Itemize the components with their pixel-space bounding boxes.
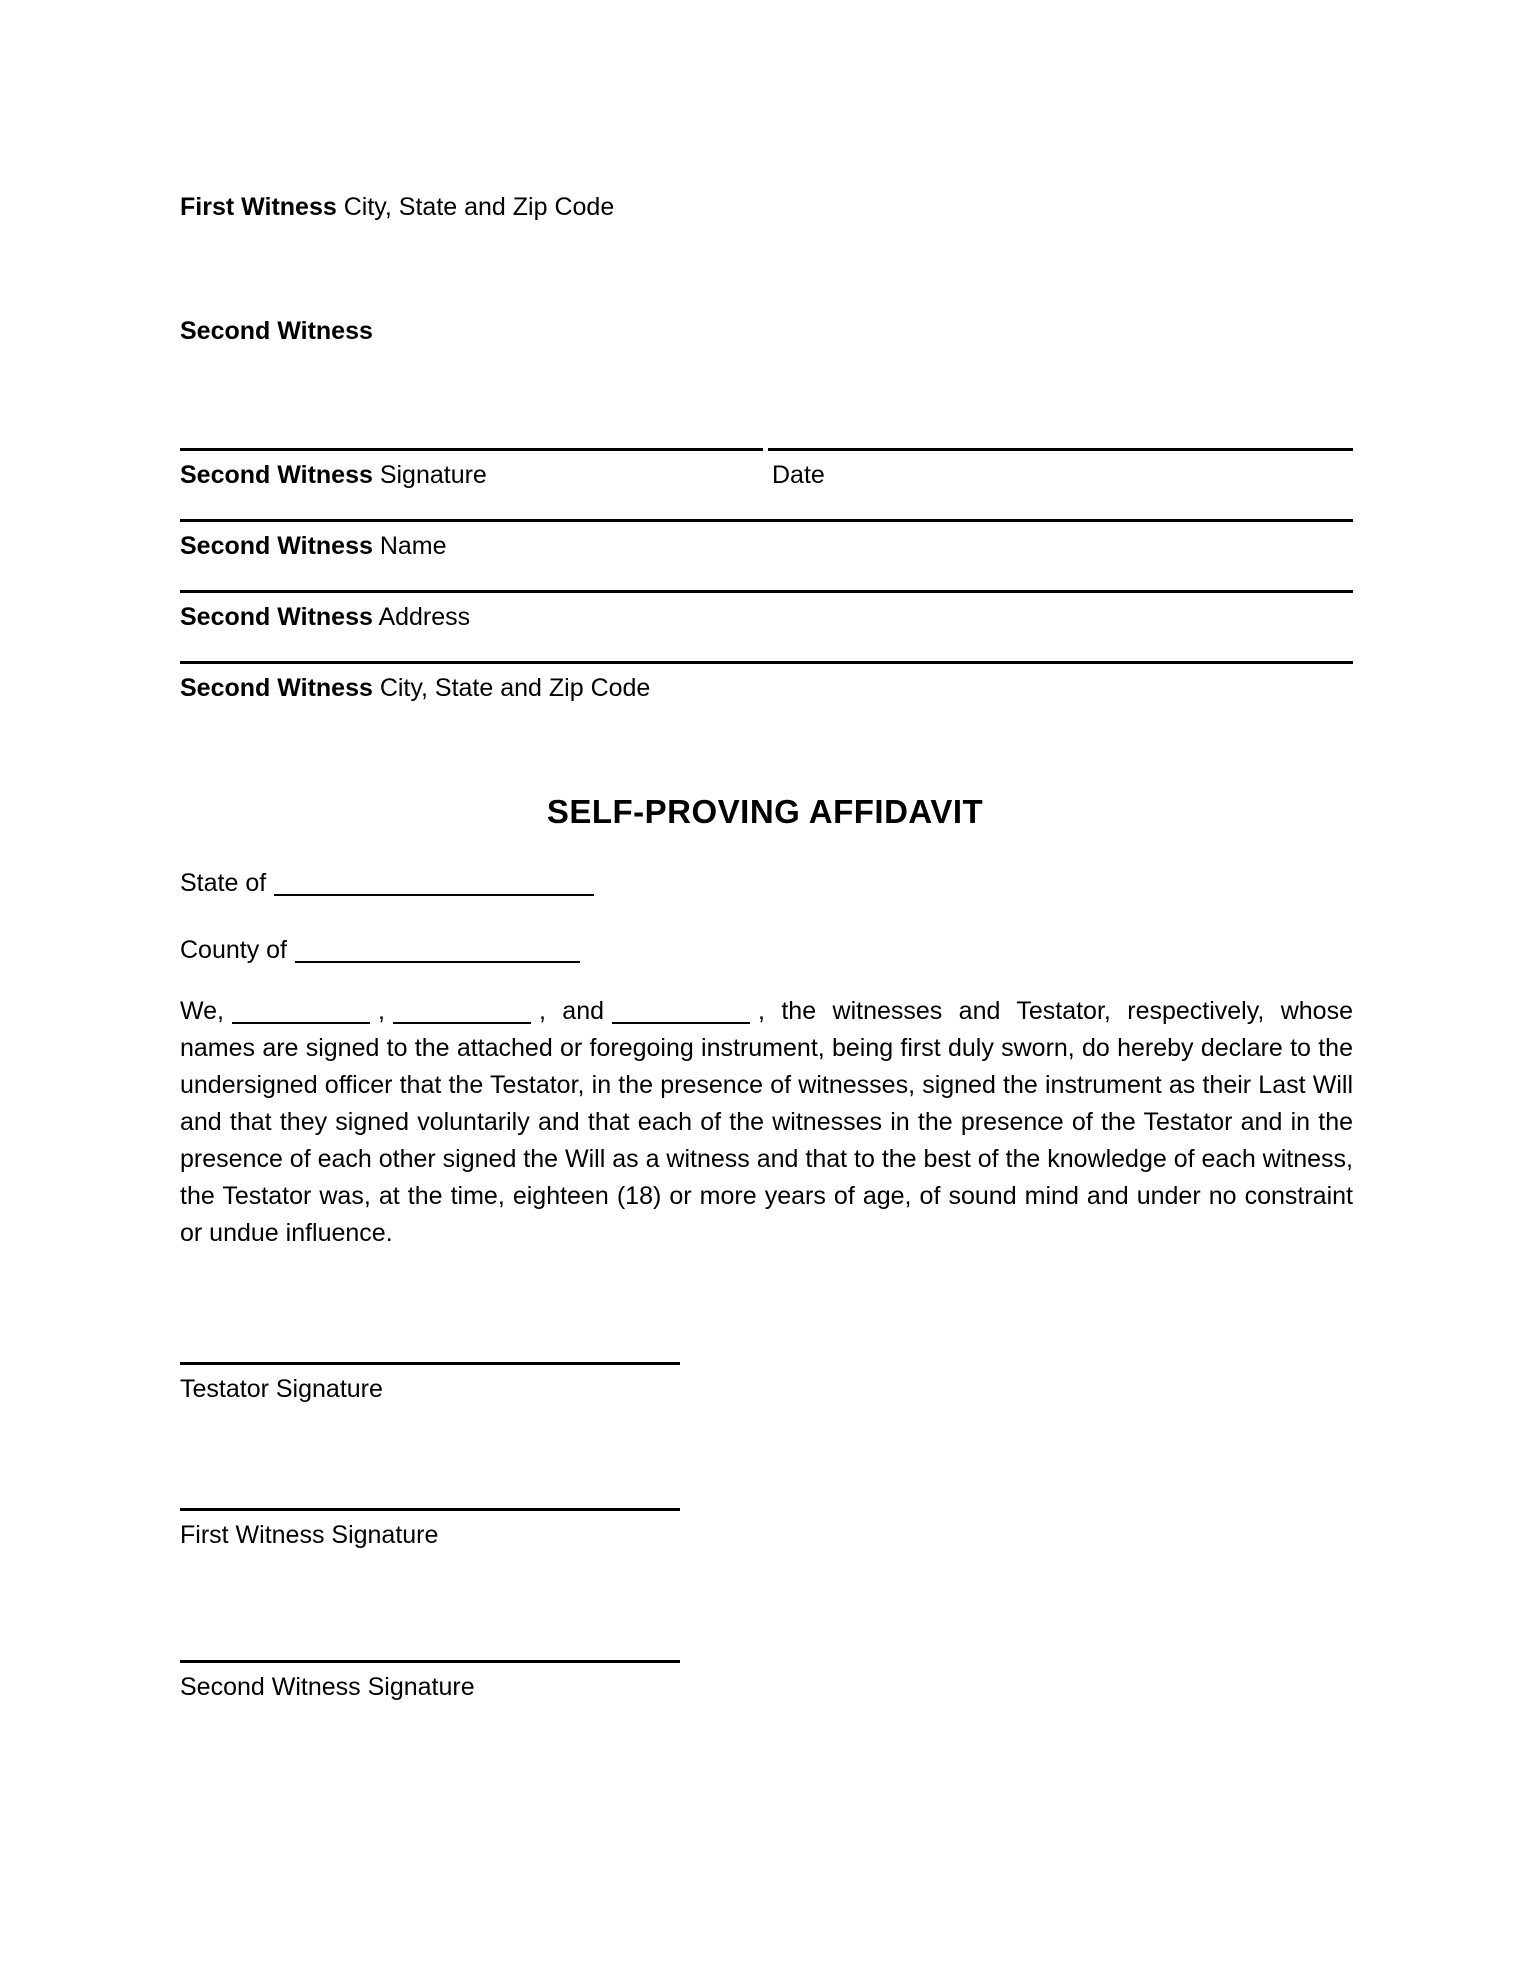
state-of-label: State of [180, 869, 267, 897]
state-blank-field[interactable] [274, 894, 594, 896]
second-witness-signature-line-bottom[interactable] [180, 1660, 680, 1663]
second-witness-city-line[interactable] [180, 661, 1353, 664]
first-witness-city-label-rest: City, State and Zip Code [336, 193, 615, 221]
affidavit-paragraph [180, 993, 1353, 1252]
second-witness-signature-label-bold: Second Witness [180, 461, 373, 489]
second-witness-date-line[interactable] [768, 448, 1353, 451]
second-witness-name-line[interactable] [180, 519, 1353, 522]
first-witness-signature-label: First Witness Signature [180, 1521, 439, 1549]
first-witness-city-label-bold: First Witness [180, 193, 337, 221]
second-witness-address-line[interactable] [180, 590, 1353, 593]
second-witness-address-label-bold: Second Witness [180, 603, 373, 631]
second-witness-signature-label [180, 461, 487, 490]
affidavit-paragraph-part-4: , the witnesses and Testator, respectively, whose names are signed to the attached or foregoing instrument, being first duly sworn, do hereby declare to the undersigned officer that the Testator, in the presence of witnesses, signed the instrument as their Last Will and that they signed voluntarily and that each of the witnesses in the presence of the Testator and in the presence of each other signed the Will as a witness and that to the best of the knowledge of each witness, the Testator was, at the time, eighteen (18) or more years of age, of sound mind and under no constraint or undue influence. [180, 997, 1353, 1247]
second-witness-name-label [180, 532, 447, 561]
second-witness-city-label-bold: Second Witness [180, 674, 373, 702]
second-witness-city-label [180, 674, 650, 703]
affidavit-paragraph-part-2: , [378, 997, 385, 1025]
affidavit-title: SELF-PROVING AFFIDAVIT [546, 793, 984, 830]
first-witness-city-label [180, 193, 614, 222]
witness-name-blank-2[interactable] [393, 1022, 531, 1024]
county-of-row [180, 936, 580, 965]
county-of-label: County of [180, 936, 288, 964]
state-of-row [180, 869, 594, 898]
second-witness-address-label [180, 603, 470, 632]
witness-name-blank-1[interactable] [232, 1022, 370, 1024]
second-witness-city-label-rest: City, State and Zip Code [372, 674, 651, 702]
testator-signature-line[interactable] [180, 1362, 680, 1365]
second-witness-address-label-rest: Address [372, 603, 471, 631]
second-witness-signature-line[interactable] [180, 448, 763, 451]
first-witness-signature-line[interactable] [180, 1508, 680, 1511]
affidavit-paragraph-part-1: We, [180, 997, 224, 1025]
testator-signature-label: Testator Signature [180, 1375, 383, 1403]
date-label: Date [772, 461, 825, 489]
testator-name-blank[interactable] [612, 1022, 750, 1024]
second-witness-signature-label-rest: Signature [372, 461, 487, 489]
second-witness-heading: Second Witness [180, 317, 373, 345]
affidavit-paragraph-part-3: , and [538, 997, 605, 1025]
second-witness-signature-label-bottom: Second Witness Signature [180, 1673, 475, 1701]
second-witness-name-label-rest: Name [372, 532, 447, 560]
county-blank-field[interactable] [295, 961, 580, 963]
second-witness-name-label-bold: Second Witness [180, 532, 373, 560]
